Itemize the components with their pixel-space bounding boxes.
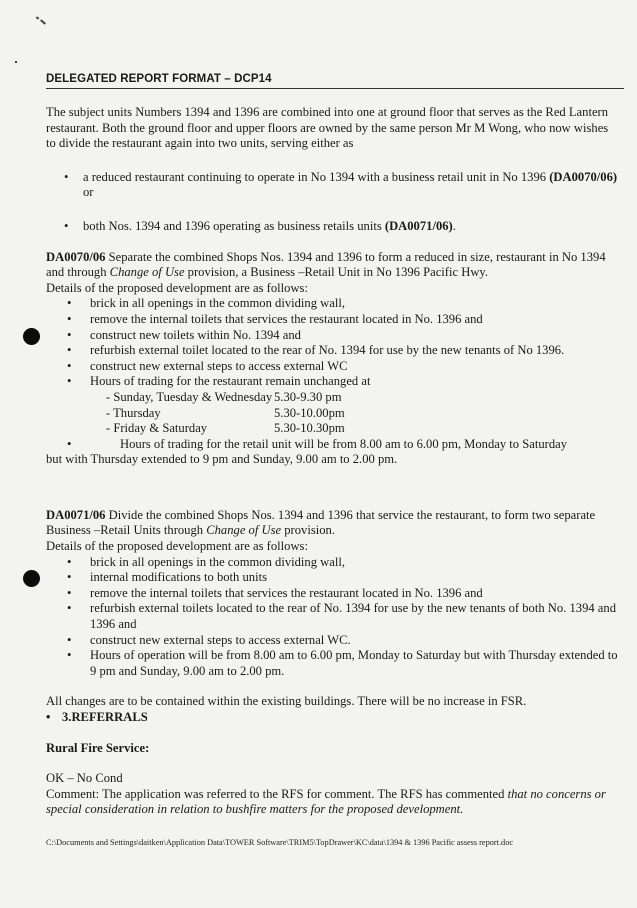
- list-item: • remove the internal toilets that services the restaurant located in No. 1396 and: [46, 586, 621, 602]
- scan-speck: [40, 19, 46, 24]
- list-item: • refurbish external toilets located to the rear of No. 1394 for use by the new tenants of both No. 1394 and 1396 and: [46, 601, 621, 632]
- list-item: • brick in all openings in the common dividing wall,: [46, 555, 621, 571]
- report-header: DELEGATED REPORT FORMAT – DCP14: [46, 73, 624, 89]
- file-path-footer: C:\Documents and Settings\daitken\Application Data\TOWER Software\TRIM5\TopDrawer\KC\data\1394 & 1396 Pacific assess report.doc: [46, 838, 514, 847]
- da0070-items: [46, 296, 621, 390]
- retail-hours: [46, 437, 621, 453]
- report-body: [46, 105, 621, 818]
- intro-paragraph: The subject units Numbers 1394 and 1396 are combined into one at ground floor that serves as the Red Lantern restaurant. Both the ground floor and upper floors are owned by the same person Mr M Wong, who now wishes to divide the restaurant again into two units, serving either as: [46, 105, 609, 151]
- list-item: • construct new external steps to access external WC: [46, 359, 621, 375]
- da0071-code: DA0071/06: [46, 507, 106, 522]
- da0071-items: [46, 555, 621, 680]
- rfs-comment: Comment: The application was referred to the RFS for comment. The RFS has commented that no concerns or special consideration in relation to bushfire matters for the proposed development.: [46, 786, 606, 817]
- da0071-details-label: Details of the proposed development are as follows:: [46, 539, 308, 554]
- list-item: • internal modifications to both units: [46, 570, 621, 586]
- option-item: • a reduced restaurant continuing to operate in No 1394 with a business retail unit in No 1396 (DA0070/06) or: [46, 170, 621, 201]
- options-list: [46, 219, 621, 235]
- scan-speck: [15, 61, 17, 63]
- da0070-details-label: Details of the proposed development are as follows:: [46, 280, 308, 295]
- list-item: • brick in all openings in the common dividing wall,: [46, 296, 621, 312]
- punch-hole: [23, 570, 40, 587]
- da0071-intro: DA0071/06 Divide the combined Shops Nos. 1394 and 1396 that service the restaurant, to form two separate Business –Retail Units through Change of Use provision.: [46, 507, 596, 538]
- referrals-heading: • 3.REFERRALS: [46, 710, 621, 726]
- restaurant-hours: [46, 390, 621, 437]
- list-item: • refurbish external toilet located to the rear of No. 1394 for use by the new tenants of No 1396.: [46, 343, 621, 359]
- scan-speck: [36, 16, 40, 19]
- da0070-intro: DA0070/06 Separate the combined Shops Nos. 1394 and 1396 to form a reduced in size, restaurant in No 1394 and through Change of Use provision, a Business –Retail Unit in No 1396 Pacific Hwy.: [46, 249, 606, 280]
- list-item: • remove the internal toilets that services the restaurant located in No. 1396 and: [46, 312, 621, 328]
- list-item: • construct new toilets within No. 1394 and: [46, 328, 621, 344]
- list-item: • Hours of trading for the restaurant remain unchanged at: [46, 374, 621, 390]
- rfs-title: Rural Fire Service:: [46, 740, 150, 755]
- option-item: • both Nos. 1394 and 1396 operating as business retails units (DA0071/06).: [46, 219, 621, 235]
- rfs-status: OK – No Cond: [46, 771, 123, 786]
- hours-row: - Sunday, Tuesday & Wednesday 5.30-9.30 pm: [106, 389, 342, 404]
- list-item: • Hours of trading for the retail unit will be from 8.00 am to 6.00 pm, Monday to Saturday: [46, 437, 621, 453]
- list-item: • Hours of operation will be from 8.00 am to 6.00 pm, Monday to Saturday but with Thursday extended to 9 pm and Sunday, 9.00 am to 2.00 pm.: [46, 648, 621, 679]
- options-list: [46, 170, 621, 201]
- punch-hole: [23, 328, 40, 345]
- list-item: • construct new external steps to access external WC.: [46, 633, 621, 649]
- da0070-code: DA0070/06: [46, 249, 106, 264]
- retail-hours-continued: but with Thursday extended to 9 pm and Sunday, 9.00 am to 2.00 pm.: [46, 452, 398, 467]
- hours-row: - Thursday 5.30-10.00pm: [106, 405, 345, 420]
- changes-statement: All changes are to be contained within the existing buildings. There will be no increase in FSR.: [46, 694, 527, 709]
- hours-row: - Friday & Saturday 5.30-10.30pm: [106, 421, 345, 436]
